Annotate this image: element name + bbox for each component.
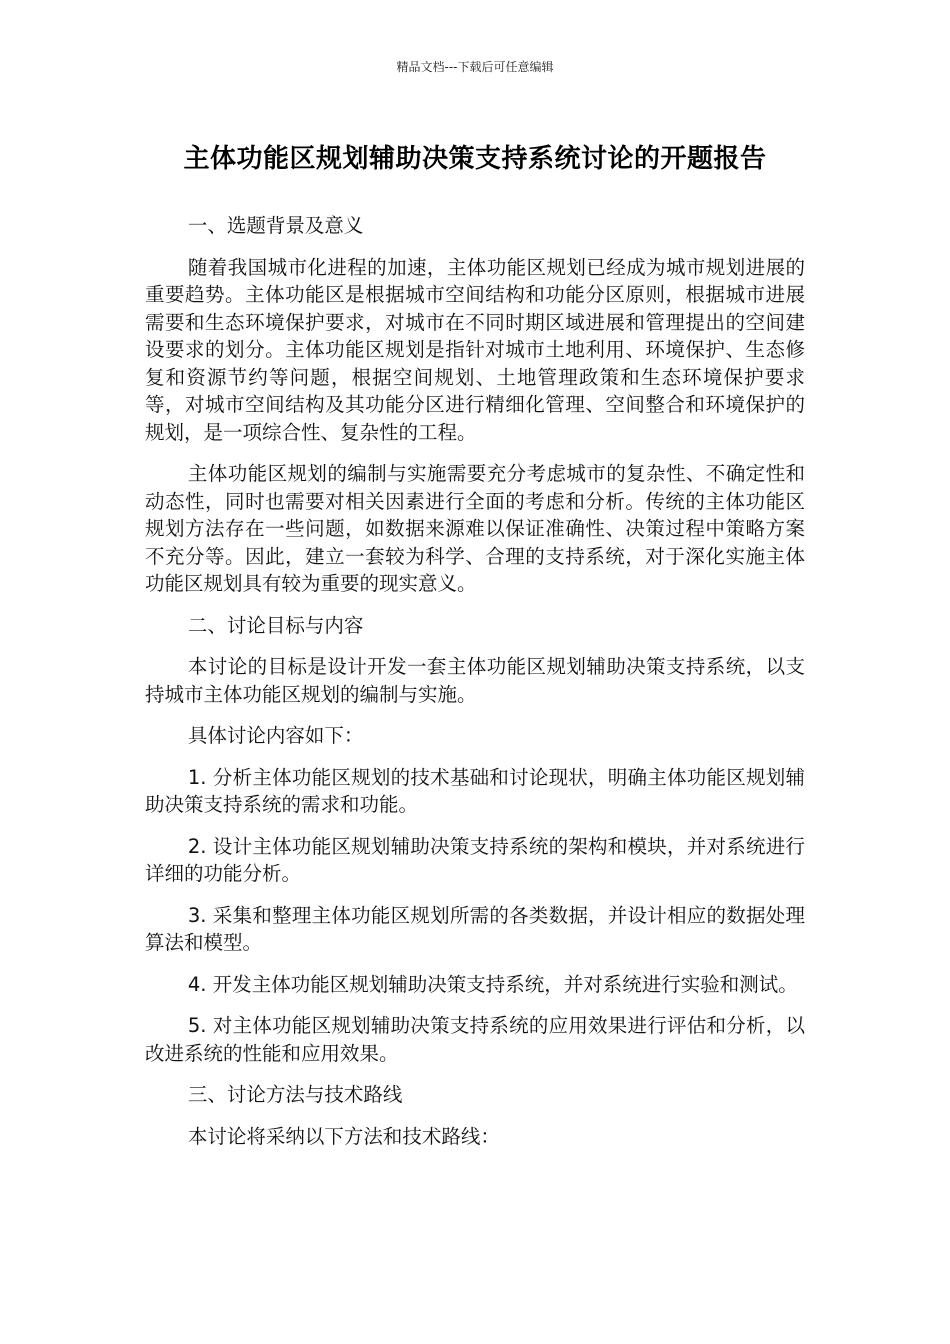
section-heading: 三、讨论方法与技术路线 (187, 1083, 403, 1106)
list-item: 3. 采集和整理主体功能区规划所需的各类数据，并设计相应的数据处理算法和模型。 (145, 903, 805, 954)
list-item: 1. 分析主体功能区规划的技术基础和讨论现状，明确主体功能区规划辅助决策支持系统的需求和功能。 (145, 765, 805, 816)
list-item: 5. 对主体功能区规划辅助决策支持系统的应用效果进行评估和分析，以改进系统的性能和应用效果。 (145, 1014, 805, 1065)
paragraph: 本讨论将采纳以下方法和技术路线： (187, 1124, 500, 1148)
section-heading: 二、讨论目标与内容 (187, 613, 364, 637)
header-note: 精品文档---下载后可任意编辑 (396, 60, 554, 74)
paragraph: 本讨论的目标是设计开发一套主体功能区规划辅助决策支持系统，以支持城市主体功能区规划的编制与实施。 (145, 655, 805, 706)
document-body (145, 212, 805, 1150)
paragraph: 主体功能区规划的编制与实施需要充分考虑城市的复杂性、不确定性和动态性，同时也需要对相关因素进行全面的考虑和分析。传统的主体功能区规划方法存在一些问题，如数据来源难以保证准确性、决策过程中策略方案不充分等。因此，建立一套较为科学、合理的支持系统，对于深化实施主体功能区规划具有较为重要的现实意义。 (145, 462, 805, 595)
paragraph: 随着我国城市化进程的加速，主体功能区规划已经成为城市规划进展的重要趋势。主体功能区是根据城市空间结构和功能分区原则，根据城市进展需要和生态环境保护要求，对城市在不同时期区域进展和管理提出的空间建设要求的划分。主体功能区规划是指针对城市土地利用、环境保护、生态修复和资源节约等问题，根据空间规划、土地管理政策和生态环境保护要求等，对城市空间结构及其功能分区进行精细化管理、空间整合和环境保护的规划，是一项综合性、复杂性的工程。 (145, 255, 805, 444)
document-title: 主体功能区规划辅助决策支持系统讨论的开题报告 (183, 144, 767, 174)
list-item: 4. 开发主体功能区规划辅助决策支持系统，并对系统进行实验和测试。 (187, 972, 798, 996)
list-item: 2. 设计主体功能区规划辅助决策支持系统的架构和模块，并对系统进行详细的功能分析。 (145, 834, 805, 885)
section-heading: 一、选题背景及意义 (187, 214, 364, 237)
paragraph: 具体讨论内容如下： (187, 724, 364, 747)
